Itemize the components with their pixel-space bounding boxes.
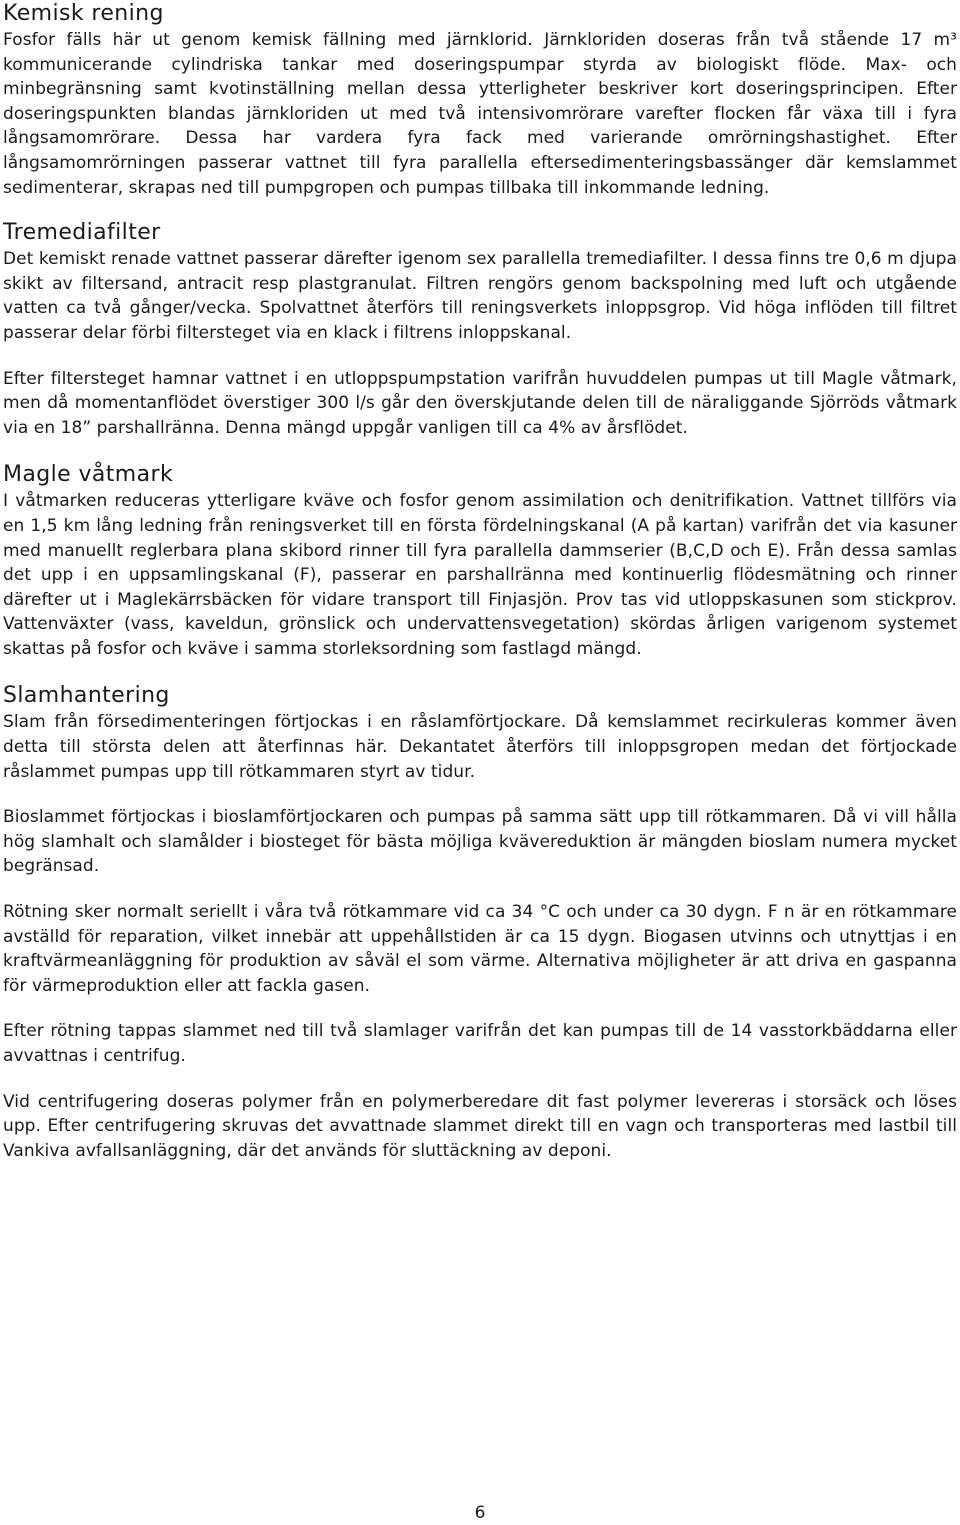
paragraph: Rötning sker normalt seriellt i våra två rötkammare vid ca 34 °C och under ca 30 dygn. F n är en rötkammare avställd för reparation, vilket innebär att uppehållstiden är ca 15 dygn. Biogasen utvinns och utnyttjas i en kraftvärmeanläggning för produktion av såväl el som värme. Alternativa möjligheter är att driva en gaspanna för värmeproduktion eller att fackla gasen. — [3, 902, 957, 996]
paragraph: I våtmarken reduceras ytterligare kväve och fosfor genom assimilation och denitrifikation. Vattnet tillförs via en 1,5 km lång ledning från reningsverket till en första fördelningskanal (A på kartan) varifrån det via kasuner med manuellt reglerbara plana skibord rinner till fyra parallella dammserier (B,C,D och E). Från dessa samlas det upp i en uppsamlingskanal (F), passerar en parshallränna med kontinuerlig flödesmätning och rinner därefter ut i Maglekärrsbäcken för vidare transport till Finjasjön. Prov tas vid utloppskasunen som stickprov. Vattenväxter (vass, kaveldun, grönslick och undervattensvegetation) skördas årligen varigenom systemet skattas på fosfor och kväve i samma storleksordning som fastlagd mängd. — [3, 491, 957, 659]
paragraph: Vid centrifugering doseras polymer från en polymerberedare dit fast polymer levereras i storsäck och löses upp. Efter centrifugering skruvas det avvattnade slammet direkt till en vagn och transporteras med lastbil till Vankiva avfallsanläggning, där det används för sluttäckning av deponi. — [3, 1091, 957, 1161]
section-magle-vatmark — [3, 461, 957, 661]
section-heading: Magle våtmark — [3, 462, 174, 488]
paragraph: Efter rötning tappas slammet ned till två slamlager varifrån det kan pumpas till de 14 vasstorkbäddarna eller avvattnas i centrifug. — [3, 1021, 957, 1066]
paragraph: Efter filtersteget hamnar vattnet i en utloppspumpstation varifrån huvuddelen pumpas ut till Magle våtmark, men då momentanflödet överstiger 300 l/s går den överskjutande delen till de näraliggande Sjörröds våtmark via en 18” parshallränna. Denna mängd uppgår vanligen till ca 4% av årsflödet. — [3, 368, 957, 438]
section-tremediafilter — [3, 219, 957, 440]
section-heading: Tremediafilter — [3, 220, 161, 246]
document-page — [3, 0, 957, 1163]
section-heading: Kemisk rening — [3, 1, 164, 26]
paragraph: Det kemiskt renade vattnet passerar därefter igenom sex parallella tremediafilter. I dessa finns tre 0,6 m djupa skikt av filtersand, antracit resp plastgranulat. Filtren rengörs genom backspolning med luft och utgående vatten ca två gånger/vecka. Spolvattnet återförs till reningsverkets inloppsgrop. Vid höga inflöden till filtret passerar delar förbi filtersteget via en klack i filtrens inloppskanal. — [3, 249, 957, 343]
paragraph: Fosfor fälls här ut genom kemisk fällning med järnklorid. Järnkloriden doseras från två stående 17 m³ kommunicerande cylindriska tankar med doseringspumpar styrda av biologiskt flöde. Max- och minbegränsning samt kvotinställning mellan dessa ytterligheter beskriver kort doseringsprincipen. Efter doseringspunkten blandas järnkloriden ut med två intensivomrörare varefter flocken får växa till i fyra långsamomrörare. Dessa har vardera fyra fack med varierande omrörningshastighet. Efter långsamomrörningen passerar vattnet till fyra parallella eftersedimenteringsbassänger där kemslammet sedimenterar, skrapas ned till pumpgropen och pumpas tillbaka till inkommande ledning. — [3, 30, 957, 198]
section-slamhantering — [3, 682, 957, 1163]
section-kemisk-rening — [3, 0, 957, 200]
paragraph: Bioslammet förtjockas i bioslamförtjockaren och pumpas på samma sätt upp till rötkammaren. Då vi vill hålla hög slamhalt och slamålder i biosteget för bästa möjliga kvävereduktion är mängden bioslam numera mycket begränsad. — [3, 807, 957, 877]
paragraph: Slam från försedimenteringen förtjockas i en råslamförtjockare. Då kemslammet recirkuleras kommer även detta till största delen att återfinnas här. Dekantatet återförs till inloppsgropen medan det förtjockade råslammet pumpas upp till rötkammaren styrt av tidur. — [3, 712, 957, 782]
section-heading: Slamhantering — [3, 683, 170, 709]
page-number: 6 — [474, 1503, 486, 1523]
